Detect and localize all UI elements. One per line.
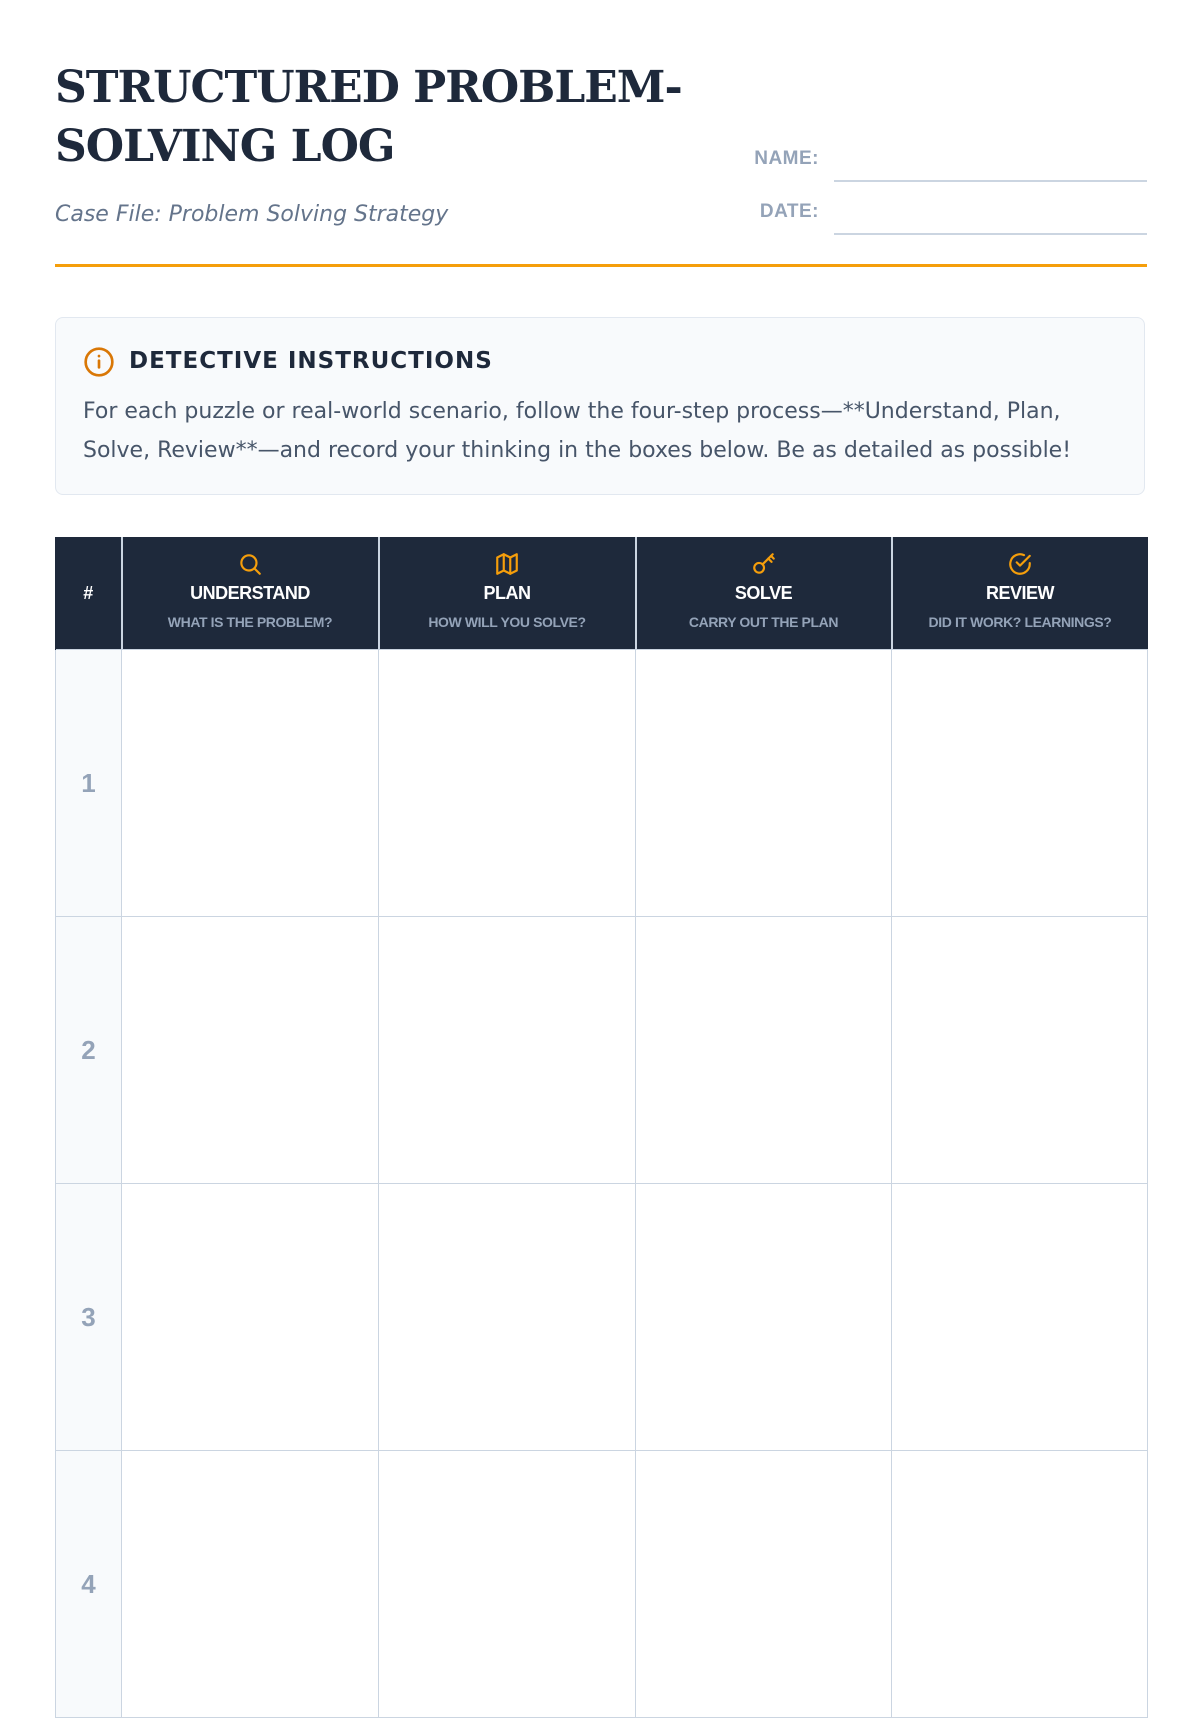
date-field[interactable] [834, 233, 1147, 235]
column-subtitle: HOW WILL YOU SOLVE? [428, 614, 586, 630]
check-circle-icon [1007, 551, 1033, 577]
solve-cell[interactable] [636, 1451, 892, 1718]
plan-cell[interactable] [379, 1184, 636, 1451]
table-row [56, 917, 1148, 1184]
column-header-understand [122, 537, 379, 650]
solve-cell[interactable] [636, 1184, 892, 1451]
plan-cell[interactable] [379, 1451, 636, 1718]
worksheet-header [55, 58, 1147, 267]
name-label: NAME: [754, 148, 819, 169]
column-header-plan [379, 537, 636, 650]
review-cell[interactable] [892, 1184, 1148, 1451]
name-field-row [747, 146, 1147, 182]
understand-cell[interactable] [122, 1451, 379, 1718]
column-header-number [56, 537, 122, 650]
instructions-box [55, 317, 1145, 495]
column-title: PLAN [483, 583, 531, 603]
row-number: 3 [56, 1184, 122, 1451]
number-header-label: # [83, 583, 94, 603]
column-title: UNDERSTAND [190, 583, 310, 603]
column-header-review [892, 537, 1148, 650]
date-label: DATE: [759, 201, 819, 222]
map-icon [494, 551, 520, 577]
search-icon [237, 551, 263, 577]
name-field[interactable] [834, 180, 1147, 182]
understand-cell[interactable] [122, 917, 379, 1184]
plan-cell[interactable] [379, 650, 636, 917]
worksheet-page [55, 0, 1147, 1600]
plan-cell[interactable] [379, 917, 636, 1184]
instructions-text: For each puzzle or real-world scenario, follow the four-step process—**Understand, Plan, Solve, Review**—and record your thinking in the boxes below. Be as detailed as possible! [83, 399, 1072, 463]
column-header-solve [636, 537, 892, 650]
column-title: SOLVE [734, 583, 793, 603]
review-cell[interactable] [892, 917, 1148, 1184]
understand-cell[interactable] [122, 650, 379, 917]
page-title: STRUCTURED PROBLEM-SOLVING LOG [55, 62, 682, 172]
problem-solving-table [55, 537, 1148, 1718]
review-cell[interactable] [892, 650, 1148, 917]
table-row [56, 1451, 1148, 1718]
page-subtitle: Case File: Problem Solving Strategy [55, 202, 449, 227]
column-title: REVIEW [985, 583, 1054, 603]
date-field-row [747, 199, 1147, 235]
row-number: 4 [56, 1451, 122, 1718]
table-row [56, 1184, 1148, 1451]
solve-cell[interactable] [636, 650, 892, 917]
column-subtitle: CARRY OUT THE PLAN [688, 614, 839, 630]
review-cell[interactable] [892, 1451, 1148, 1718]
understand-cell[interactable] [122, 1184, 379, 1451]
solve-cell[interactable] [636, 917, 892, 1184]
row-number: 2 [56, 917, 122, 1184]
table-header-row [56, 537, 1148, 650]
table-row [56, 650, 1148, 917]
column-subtitle: DID IT WORK? LEARNINGS? [928, 614, 1112, 630]
key-icon [751, 551, 777, 577]
instructions-title: DETECTIVE INSTRUCTIONS [129, 348, 493, 374]
row-number: 1 [56, 650, 122, 917]
column-subtitle: WHAT IS THE PROBLEM? [167, 614, 333, 630]
info-icon [83, 346, 115, 378]
